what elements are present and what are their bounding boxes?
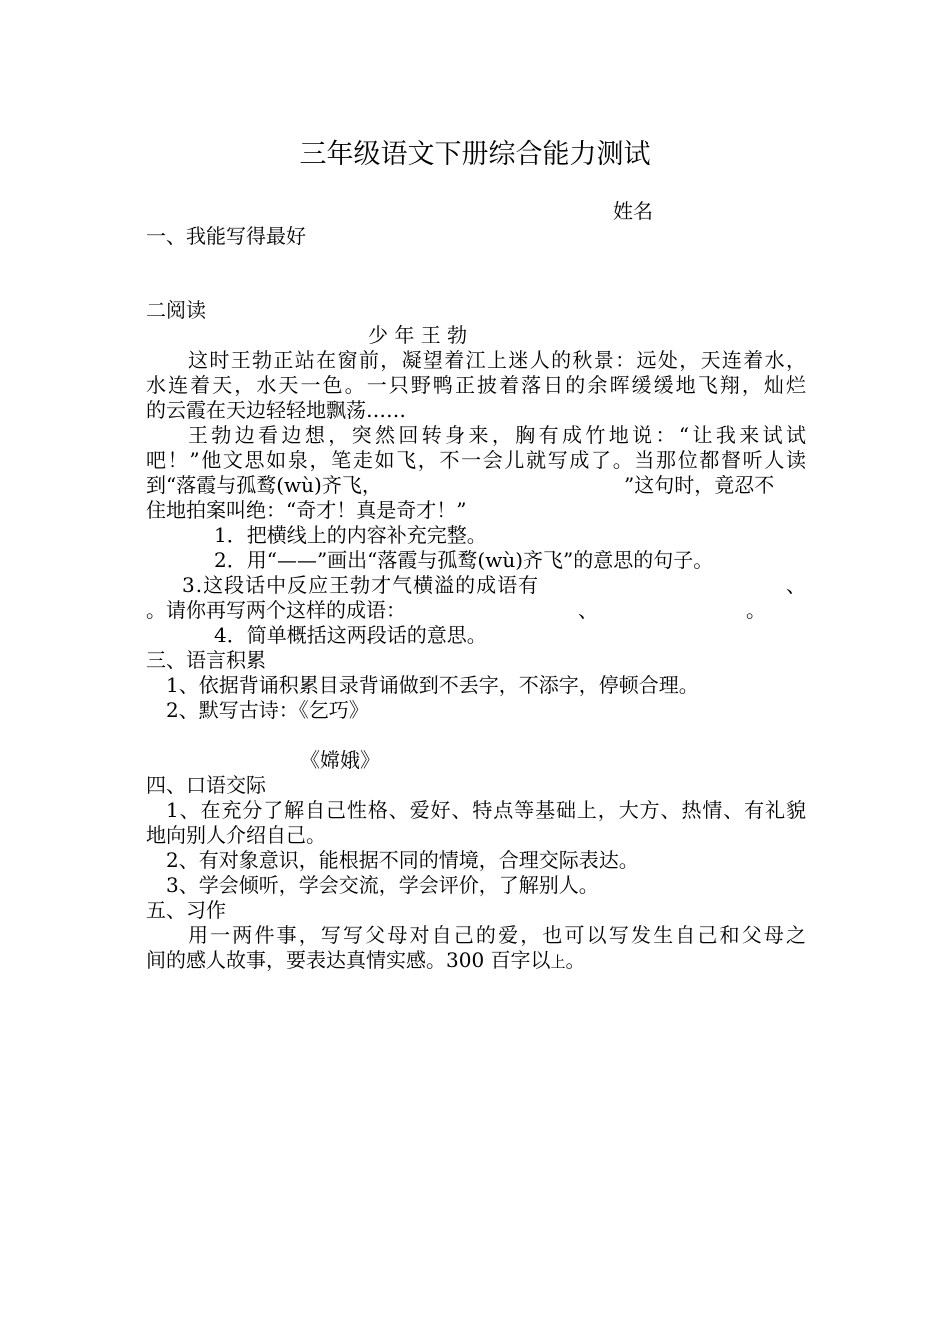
section3-item: 《嫦娥》: [300, 748, 380, 772]
question-2: 2．用“——”画出“落霞与孤鹜(wù)齐飞”的意思的句子。: [214, 548, 714, 572]
name-label: 姓名: [613, 199, 653, 223]
passage-line: 这时王勃正站在窗前，凝望着江上迷人的秋景：远处，天连着水，: [188, 348, 806, 372]
question-3-end: 。: [746, 598, 766, 622]
section4-item: 地向别人介绍自己。: [146, 823, 326, 847]
section5-text-small: 上: [550, 953, 566, 971]
section5-heading: 五、习作: [146, 898, 226, 922]
section3-heading: 三、语言积累: [146, 648, 266, 672]
passage-line: 到“落霞与孤鹜(wù)齐飞，: [146, 473, 382, 497]
section5-text-end: 。: [565, 948, 586, 972]
question-3-continued: 。请你再写两个这样的成语：: [146, 598, 406, 622]
passage-title: 少 年 王 勃: [368, 323, 468, 347]
passage-line: 吧！”他文思如泉，笔走如飞，不一会儿就写成了。当那位都督听人读: [146, 448, 806, 472]
passage-line: ”这句时，竟忍不: [624, 473, 775, 497]
passage-line: 住地拍案叫绝：“奇才！真是奇才！”: [146, 498, 467, 522]
question-1: 1．把横线上的内容补充完整。: [214, 523, 487, 547]
section5-text: 用一两件事，写写父母对自己的爱，也可以写发生自己和父母之: [188, 923, 806, 947]
question-3: 3.这段话中反应王勃才气横溢的成语有: [182, 573, 540, 597]
section5-text: [146, 948, 586, 975]
passage-line: 水连着天，水天一色。一只野鸭正披着落日的余晖缓缓地飞翔，灿烂: [146, 373, 806, 397]
question-3-separator: 、: [786, 573, 806, 597]
section3-item: 2、默写古诗：《乞巧》: [166, 698, 369, 722]
section4-item: 2、有对象意识，能根据不同的情境，合理交际表达。: [166, 848, 639, 872]
section4-item: 3、学会倾听，学会交流，学会评价，了解别人。: [166, 873, 599, 897]
passage-line: 王勃边看边想，突然回转身来，胸有成竹地说：“让我来试试: [188, 423, 806, 447]
section5-text-main: 间的感人故事，要表达真情实感。300 百字以: [146, 948, 551, 972]
question-4: 4．简单概括这两段话的意思。: [214, 623, 487, 647]
page-title: 三年级语文下册综合能力测试: [299, 139, 651, 170]
section4-heading: 四、口语交际: [146, 773, 266, 797]
section2-heading: 二阅读: [146, 298, 206, 322]
passage-line: 的云霞在天边轻轻地飘荡……: [146, 398, 406, 422]
section1-heading: 一、我能写得最好: [146, 224, 306, 248]
section3-item: 1、依据背诵积累目录背诵做到不丢字，不添字，停顿合理。: [166, 673, 699, 697]
section4-item: 1、在充分了解自己性格、爱好、特点等基础上，大方、热情、有礼貌: [166, 798, 806, 822]
question-3-separator: 、: [578, 598, 598, 622]
